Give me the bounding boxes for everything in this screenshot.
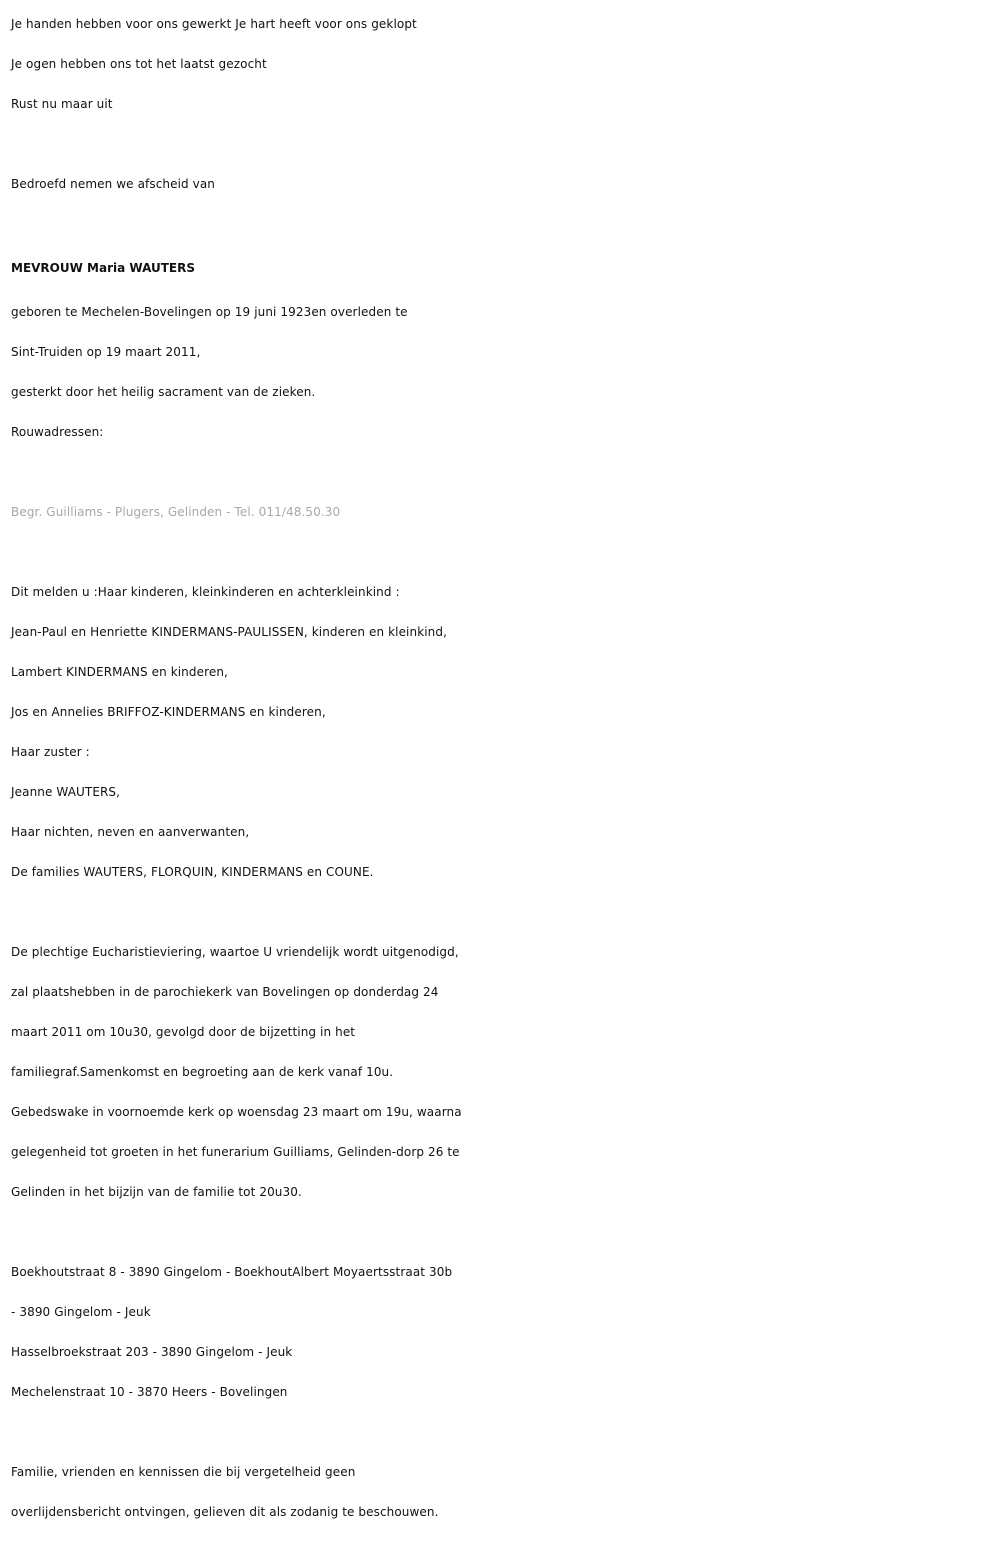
details-line: gesterkt door het heilig sacrament van de zieken. bbox=[11, 385, 316, 399]
ceremony-line: gelegenheid tot groeten in het funerarium Guilliams, Gelinden-dorp 26 te bbox=[11, 1145, 460, 1159]
details-line: Sint-Truiden op 19 maart 2011, bbox=[11, 345, 201, 359]
ceremony-line: Gebedswake in voornoemde kerk op woensdag 23 maart om 19u, waarna bbox=[11, 1105, 462, 1119]
family-list bbox=[11, 572, 1000, 892]
family-line: Jeanne WAUTERS, bbox=[11, 785, 121, 799]
details bbox=[11, 292, 1000, 452]
deceased-name: MEVROUW Maria WAUTERS bbox=[11, 261, 195, 275]
family-line: Haar zuster : bbox=[11, 745, 90, 759]
closing-line: Familie, vrienden en kennissen die bij vergetelheid geen bbox=[11, 1465, 356, 1479]
family-line: Jos en Annelies BRIFFOZ-KINDERMANS en kinderen, bbox=[11, 705, 326, 719]
details-line: Rouwadressen: bbox=[11, 425, 104, 439]
family-line: Jean-Paul en Henriette KINDERMANS-PAULISSEN, kinderen en kleinkind, bbox=[11, 625, 448, 639]
poem bbox=[11, 4, 1000, 124]
family-line: De families WAUTERS, FLORQUIN, KINDERMANS en COUNE. bbox=[11, 865, 374, 879]
closing-note bbox=[11, 1452, 1000, 1532]
ceremony-line: zal plaatshebben in de parochiekerk van Bovelingen op donderdag 24 bbox=[11, 985, 439, 999]
details-line: geboren te Mechelen-Bovelingen op 19 juni 1923en overleden te bbox=[11, 305, 408, 319]
ceremony-line: familiegraf.Samenkomst en begroeting aan de kerk vanaf 10u. bbox=[11, 1065, 394, 1079]
closing-line: overlijdensbericht ontvingen, gelieven dit als zodanig te beschouwen. bbox=[11, 1505, 439, 1519]
spacer bbox=[11, 452, 1000, 492]
poem-line: Je ogen hebben ons tot het laatst gezocht bbox=[11, 57, 267, 71]
ceremony-line: Gelinden in het bijzijn van de familie tot 20u30. bbox=[11, 1185, 302, 1199]
mourning-addresses bbox=[11, 1252, 1000, 1412]
spacer bbox=[11, 892, 1000, 932]
ceremony-line: maart 2011 om 10u30, gevolgd door de bijzetting in het bbox=[11, 1025, 356, 1039]
spacer bbox=[11, 124, 1000, 164]
intro-text: Bedroefd nemen we afscheid van bbox=[11, 177, 216, 191]
address-line: Hasselbroekstraat 203 - 3890 Gingelom - Jeuk bbox=[11, 1345, 293, 1359]
spacer bbox=[11, 1412, 1000, 1452]
funeral-home-contact: Begr. Guilliams - Plugers, Gelinden - Tel. 011/48.50.30 bbox=[11, 505, 341, 519]
ceremony-line: De plechtige Eucharistieviering, waartoe U vriendelijk wordt uitgenodigd, bbox=[11, 945, 459, 959]
ceremony-info bbox=[11, 932, 1000, 1212]
family-line: Lambert KINDERMANS en kinderen, bbox=[11, 665, 228, 679]
spacer bbox=[11, 1212, 1000, 1252]
spacer bbox=[11, 532, 1000, 572]
address-line: - 3890 Gingelom - Jeuk bbox=[11, 1305, 151, 1319]
poem-line: Je handen hebben voor ons gewerkt Je hart heeft voor ons geklopt bbox=[11, 17, 417, 31]
family-line: Haar nichten, neven en aanverwanten, bbox=[11, 825, 250, 839]
family-line: Dit melden u :Haar kinderen, kleinkinderen en achterkleinkind : bbox=[11, 585, 400, 599]
address-line: Mechelenstraat 10 - 3870 Heers - Bovelingen bbox=[11, 1385, 288, 1399]
address-line: Boekhoutstraat 8 - 3890 Gingelom - BoekhoutAlbert Moyaertsstraat 30b bbox=[11, 1265, 453, 1279]
spacer bbox=[11, 204, 1000, 244]
poem-line: Rust nu maar uit bbox=[11, 97, 113, 111]
